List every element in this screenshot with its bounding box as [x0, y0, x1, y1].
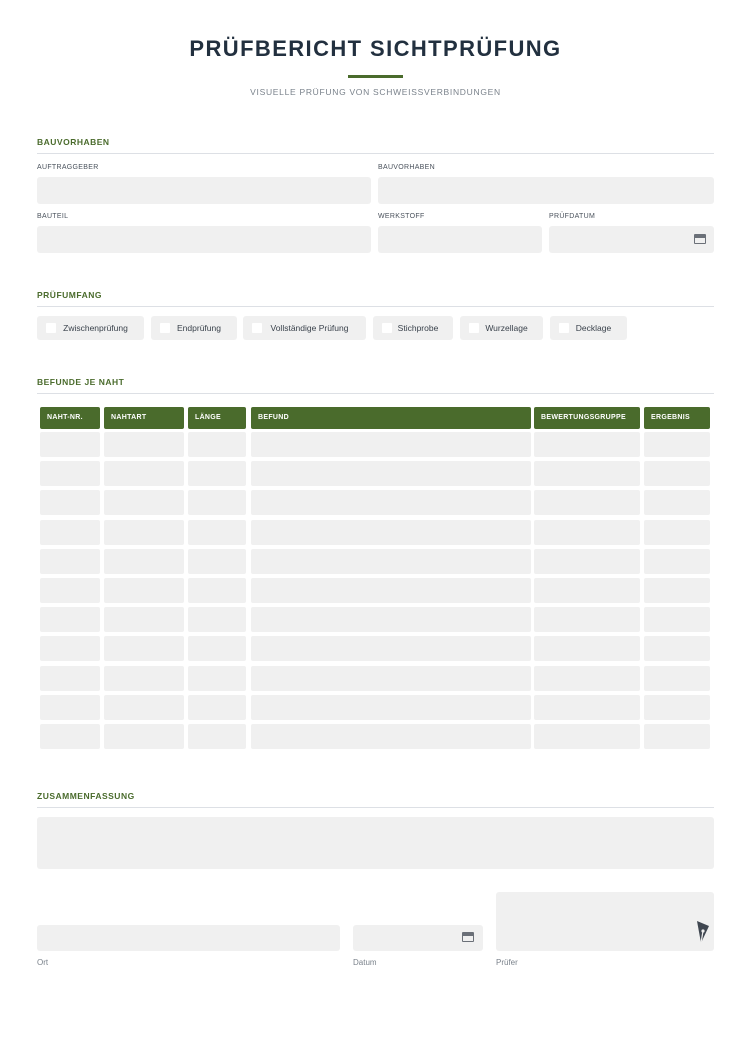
- bauvorhaben-label: BAUVORHABEN: [378, 164, 435, 171]
- table-cell[interactable]: [104, 695, 184, 720]
- table-cell[interactable]: [534, 520, 640, 545]
- checkbox-label: Endprüfung: [177, 323, 221, 333]
- column-header-label: BEFUND: [258, 414, 289, 421]
- column-header-label: BEWERTUNGSGRUPPE: [541, 414, 626, 421]
- table-cell[interactable]: [534, 578, 640, 603]
- checkbox-label: Stichprobe: [397, 323, 439, 333]
- pruefer-signature-field[interactable]: [496, 892, 714, 951]
- checkbox-wurzellage[interactable]: [460, 316, 543, 340]
- table-cell[interactable]: [534, 607, 640, 632]
- table-cell[interactable]: [188, 724, 246, 749]
- table-cell[interactable]: [251, 636, 531, 661]
- table-cell[interactable]: [40, 461, 100, 486]
- ort-field[interactable]: [37, 925, 340, 951]
- table-cell[interactable]: [104, 490, 184, 515]
- table-cell[interactable]: [251, 724, 531, 749]
- table-cell[interactable]: [188, 578, 246, 603]
- table-cell[interactable]: [188, 432, 246, 457]
- title-underline: [348, 75, 403, 78]
- table-cell[interactable]: [251, 461, 531, 486]
- section-divider: [37, 306, 714, 307]
- table-cell[interactable]: [251, 607, 531, 632]
- table-cell[interactable]: [104, 578, 184, 603]
- table-cell[interactable]: [104, 432, 184, 457]
- section-heading-zusammenfassung: ZUSAMMENFASSUNG: [37, 791, 135, 801]
- pruefer-label: Prüfer: [496, 958, 518, 967]
- table-cell[interactable]: [534, 461, 640, 486]
- checkbox-decklage[interactable]: [550, 316, 627, 340]
- table-cell[interactable]: [644, 461, 710, 486]
- table-cell[interactable]: [40, 695, 100, 720]
- table-cell[interactable]: [104, 461, 184, 486]
- column-header-label: NAHT-NR.: [47, 414, 83, 421]
- checkbox-zwischenpruefung[interactable]: [37, 316, 144, 340]
- table-cell[interactable]: [188, 549, 246, 574]
- table-cell[interactable]: [251, 666, 531, 691]
- table-cell[interactable]: [40, 724, 100, 749]
- table-cell[interactable]: [188, 695, 246, 720]
- table-cell[interactable]: [534, 666, 640, 691]
- table-cell[interactable]: [188, 490, 246, 515]
- page-subtitle: VISUELLE PRÜFUNG VON SCHWEISSVERBINDUNGEN: [250, 87, 501, 97]
- column-header-befund: [251, 407, 531, 429]
- checkbox-label: Vollständige Prüfung: [270, 323, 349, 333]
- bauvorhaben-field[interactable]: [378, 177, 714, 204]
- table-cell[interactable]: [534, 549, 640, 574]
- table-cell[interactable]: [644, 724, 710, 749]
- table-cell[interactable]: [40, 607, 100, 632]
- column-header-label: LÄNGE: [195, 414, 221, 421]
- column-header-label: NAHTART: [111, 414, 147, 421]
- table-cell[interactable]: [188, 461, 246, 486]
- table-cell[interactable]: [40, 432, 100, 457]
- section-heading-bauvorhaben: BAUVORHABEN: [37, 137, 110, 147]
- section-heading-befunde: BEFUNDE JE NAHT: [37, 377, 125, 387]
- column-header-bewertungsgruppe: [534, 407, 640, 429]
- pruefdatum-label: PRÜFDATUM: [549, 213, 596, 220]
- table-cell[interactable]: [644, 520, 710, 545]
- column-header-label: ERGEBNIS: [651, 414, 690, 421]
- table-cell[interactable]: [188, 520, 246, 545]
- datum-field[interactable]: [353, 925, 483, 951]
- table-cell[interactable]: [104, 549, 184, 574]
- calendar-icon[interactable]: [694, 234, 706, 244]
- column-header-ergebnis: [644, 407, 710, 429]
- section-divider: [37, 393, 714, 394]
- table-cell[interactable]: [644, 607, 710, 632]
- datum-label: Datum: [353, 958, 377, 967]
- table-cell[interactable]: [644, 636, 710, 661]
- table-cell[interactable]: [104, 520, 184, 545]
- werkstoff-field[interactable]: [378, 226, 542, 253]
- table-cell[interactable]: [40, 520, 100, 545]
- table-cell[interactable]: [251, 490, 531, 515]
- table-cell[interactable]: [644, 578, 710, 603]
- section-divider: [37, 807, 714, 808]
- bauteil-field[interactable]: [37, 226, 371, 253]
- section-heading-pruefumfang: PRÜFUMFANG: [37, 290, 102, 300]
- table-cell[interactable]: [644, 695, 710, 720]
- checkbox-endpruefung[interactable]: [151, 316, 237, 340]
- column-header-laenge: [188, 407, 246, 429]
- table-cell[interactable]: [104, 636, 184, 661]
- bauteil-label: BAUTEIL: [37, 213, 69, 220]
- auftraggeber-label: AUFTRAGGEBER: [37, 164, 99, 171]
- table-cell[interactable]: [40, 636, 100, 661]
- table-cell[interactable]: [251, 578, 531, 603]
- table-cell[interactable]: [40, 549, 100, 574]
- table-cell[interactable]: [104, 666, 184, 691]
- checkbox-label: Zwischenprüfung: [63, 323, 128, 333]
- checkbox-stichprobe[interactable]: [373, 316, 453, 340]
- table-cell[interactable]: [534, 490, 640, 515]
- table-cell[interactable]: [188, 636, 246, 661]
- table-cell[interactable]: [534, 695, 640, 720]
- werkstoff-label: WERKSTOFF: [378, 213, 425, 220]
- pruefdatum-field[interactable]: [549, 226, 714, 253]
- table-cell[interactable]: [251, 695, 531, 720]
- table-cell[interactable]: [104, 607, 184, 632]
- table-cell[interactable]: [40, 666, 100, 691]
- page-title: PRÜFBERICHT SICHTPRÜFUNG: [189, 36, 562, 61]
- column-header-nahtart: [104, 407, 184, 429]
- table-cell[interactable]: [251, 549, 531, 574]
- table-cell[interactable]: [644, 666, 710, 691]
- checkbox-vollstaendige-pruefung[interactable]: [243, 316, 366, 340]
- table-cell[interactable]: [251, 432, 531, 457]
- table-cell[interactable]: [644, 490, 710, 515]
- ort-label: Ort: [37, 958, 49, 967]
- table-cell[interactable]: [644, 432, 710, 457]
- pen-icon[interactable]: [695, 919, 711, 947]
- table-cell[interactable]: [534, 432, 640, 457]
- table-cell[interactable]: [251, 520, 531, 545]
- column-header-naht-nr: [40, 407, 100, 429]
- table-cell[interactable]: [534, 724, 640, 749]
- table-cell[interactable]: [40, 490, 100, 515]
- table-cell[interactable]: [188, 666, 246, 691]
- table-cell[interactable]: [644, 549, 710, 574]
- section-divider: [37, 153, 714, 154]
- auftraggeber-field[interactable]: [37, 177, 371, 204]
- table-cell[interactable]: [104, 724, 184, 749]
- calendar-icon[interactable]: [462, 932, 474, 942]
- table-cell[interactable]: [40, 578, 100, 603]
- checkbox-label: Decklage: [575, 323, 612, 333]
- table-cell[interactable]: [188, 607, 246, 632]
- table-cell[interactable]: [534, 636, 640, 661]
- checkbox-label: Wurzellage: [485, 323, 528, 333]
- zusammenfassung-field[interactable]: [37, 817, 714, 869]
